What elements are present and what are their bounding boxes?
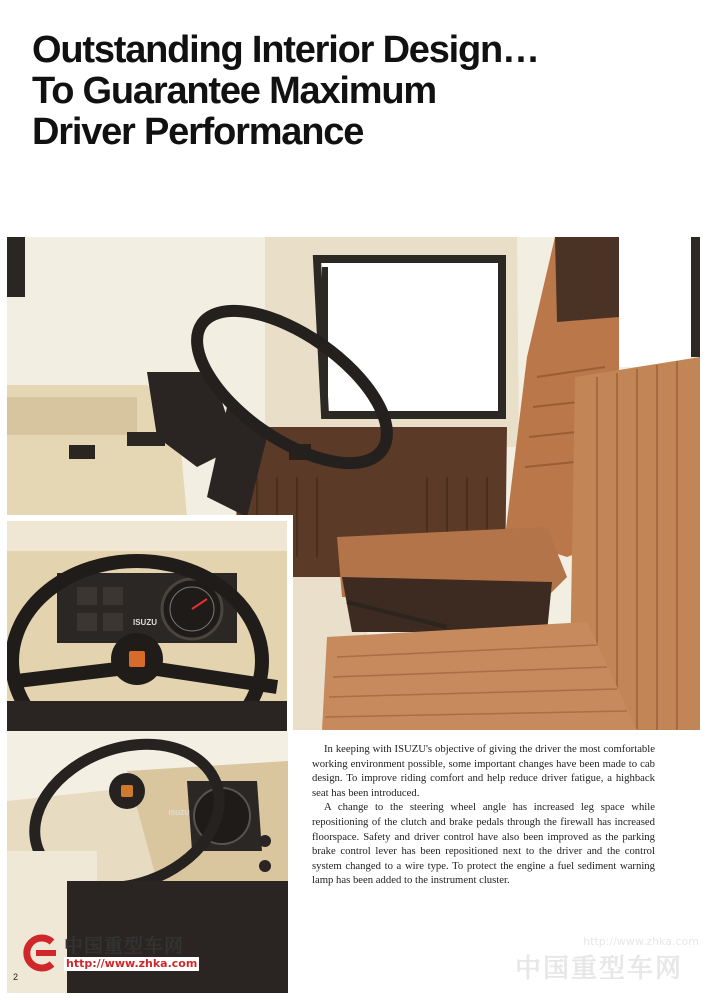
logo-url: http://www.zhka.com <box>66 957 198 970</box>
body-paragraph-1: In keeping with ISUZU's objective of giving the driver the most comfortable working environment possible, some important changes have been made to cab design. To improve riding comfort and help reduce driver fatigue, a highback seat has been introduced. <box>312 743 655 799</box>
site-logo <box>22 930 200 976</box>
page-number: 2 <box>13 972 19 982</box>
watermark-chinese: 中国重型车网 <box>515 954 684 984</box>
headline-line-2: To Guarantee Maximum <box>32 70 436 112</box>
isuzu-badge-dash: ISUZU <box>168 810 190 817</box>
watermark <box>515 935 705 995</box>
body-copy <box>312 742 655 888</box>
zhka-logo-icon <box>22 934 60 972</box>
instrument-cluster-photo <box>7 515 293 735</box>
logo-chinese-name: 中国重型车网 <box>64 935 185 957</box>
watermark-url: http://www.zhka.com <box>583 935 699 948</box>
headline <box>32 30 692 153</box>
isuzu-badge-cluster: ISUZU <box>133 618 157 627</box>
headline-line-3: Driver Performance <box>32 111 364 153</box>
body-paragraph-2: A change to the steering wheel angle has increased leg space while repositioning of the clutch and brake pedals through the firewall has increased floorspace. Safety and driver control have also been improved as the parking brake control lever has been repositioned next to the driver and the control system changed to a wire type. To protect the engine a fuel sediment warning lamp has been added to the instrument cluster. <box>312 801 655 887</box>
headline-line-1: Outstanding Interior Design… <box>32 29 539 71</box>
